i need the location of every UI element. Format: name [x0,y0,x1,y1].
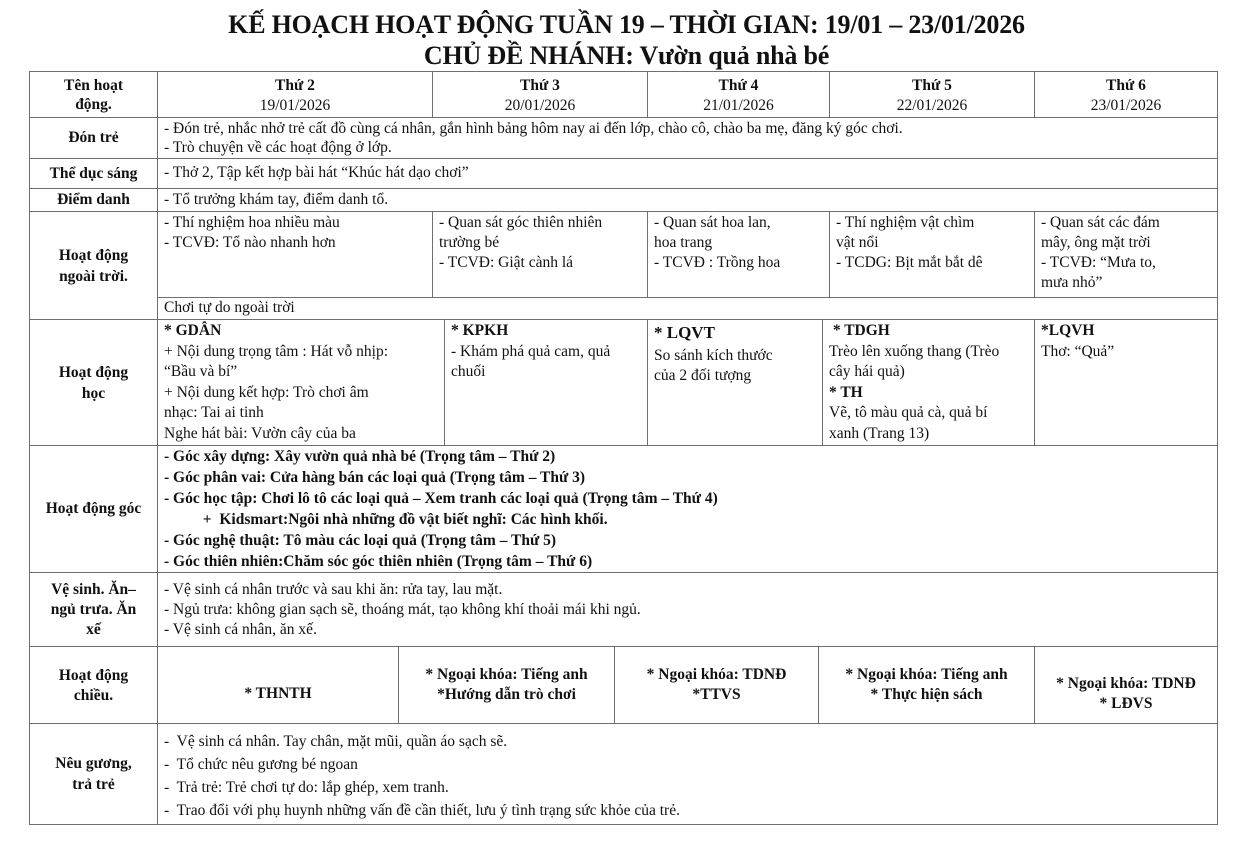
row-label-the-duc-sang: Thể dục sáng [29,158,158,189]
day-name: Thứ 5 [912,77,952,94]
plan-title: KẾ HOẠCH HOẠT ĐỘNG TUẦN 19 – THỜI GIAN: 19/01 – 23/01/2026 [228,10,1025,39]
header-day-wed [647,71,830,118]
content-line: - TCVĐ: Giật cành lá [439,254,574,271]
content-line: trường bé [439,234,500,251]
content-line: Thơ: “Quả” [1041,342,1115,360]
header-day-tue [432,71,648,118]
header-label-line: động. [75,95,112,113]
chieu-thu [818,646,1035,724]
content-line: + Nội dung kết hợp: Trò chơi âm [164,383,369,401]
content-line: - Khám phá quả cam, quả [451,342,611,360]
ngoai-troi-wed [647,211,830,298]
hoc-wed [647,319,823,446]
content-line: * Ngoại khóa: Tiếng anh [425,666,588,683]
plan-subtitle: CHỦ ĐỀ NHÁNH: Vườn quả nhà bé [423,41,830,70]
content-line: - Góc xây dựng: Xây vườn quả nhà bé (Trọng tâm – Thứ 2) [164,448,556,465]
content-line: hoa trang [654,234,713,251]
content-line: - Đón trẻ, nhắc nhở trẻ cất đồ cùng cá nhân, gắn hình bảng hôm nay ai đến lớp, chào cô, chào ba mẹ, đăng ký góc chơi. [164,120,903,137]
label-line: xế [86,620,101,638]
content-line: Trèo lên xuống thang (Trèo [829,342,1000,360]
content-line: * Ngoại khóa: Tiếng anh [845,666,1008,683]
content-line: - Góc thiên nhiên:Chăm sóc góc thiên nhiên (Trọng tâm – Thứ 6) [164,553,593,570]
label-line: trả trẻ [72,776,115,793]
header-day-fri [1034,71,1218,118]
content-line: * Thực hiện sách [870,686,983,703]
ngoai-troi-tue [432,211,648,298]
ngoai-troi-thu [829,211,1035,298]
content-line: - Trao đổi với phụ huynh những vấn đề cần thiết, lưu ý tình trạng sức khỏe của trẻ. [164,802,680,819]
content-line: * Ngoại khóa: TDNĐ [1056,675,1196,692]
day-name: Thứ 2 [275,77,315,94]
content-line: So sánh kích thước [654,346,773,364]
content-line: - Trò chuyện về các hoạt động ở lớp. [164,139,392,156]
content-line: - TCVĐ : Trồng hoa [654,254,781,271]
content-line: * Ngoại khóa: TDNĐ [646,666,787,683]
content-line: của 2 đối tượng [654,367,752,385]
chieu-mon [157,646,399,724]
header-label-line: Tên hoạt [64,76,123,94]
content-line: + Nội dung trọng tâm : Hát vỗ nhịp: [164,342,389,360]
label-line: Hoạt động [58,667,129,684]
content-line: “Bầu và bí” [164,363,238,381]
day-date: 19/01/2026 [259,97,331,114]
label-line: ngoài trời. [59,267,128,285]
content-line: - Góc học tập: Chơi lô tô các loại quả – Xem tranh các loại quả (Trọng tâm – Thứ 4) [164,490,718,507]
content-line: - TCVĐ: Tổ nào nhanh hơn [164,234,336,251]
content-line: cây hái quả) [829,363,905,381]
ve-sinh-content [157,572,1218,647]
chieu-wed [614,646,819,724]
row-label-goc: Hoạt động góc [29,445,158,573]
day-date: 21/01/2026 [703,97,774,114]
subject-title: * TH [829,383,863,401]
row-label-diem-danh: Điểm danh [29,188,158,212]
header-day-thu [829,71,1035,118]
day-name: Thứ 3 [520,77,560,94]
content-line: - Vệ sinh cá nhân trước và sau khi ăn: rửa tay, lau mặt. [164,581,503,598]
chieu-fri [1034,646,1218,724]
content-line: - Thí nghiệm hoa nhiều màu [164,214,340,231]
row-label-ve-sinh [29,572,158,647]
content-line: *Hướng dẫn trò chơi [437,686,576,703]
content-line: vật nổi [836,234,879,251]
subject-title: * GDÂN [164,322,222,339]
day-date: 23/01/2026 [1090,97,1162,114]
subject-title: * TDGH [829,322,890,339]
label-line: chiều. [73,687,114,704]
content-line: * LĐVS [1099,695,1153,712]
content-line: - TCDG: Bịt mắt bắt dê [836,254,983,271]
ngoai-troi-fri [1034,211,1218,298]
row-label-don-tre: Đón trẻ [29,117,158,159]
the-duc-sang-content: - Thở 2, Tập kết hợp bài hát “Khúc hát dạo chơi” [157,158,1218,189]
hoc-mon [157,319,445,446]
content-line: - Góc nghệ thuật: Tô màu các loại quả (Trọng tâm – Thứ 5) [164,532,557,549]
content-line: - Quan sát các đám [1041,214,1160,231]
content-line: mưa nhỏ” [1041,274,1103,291]
chieu-tue [398,646,615,724]
content-line: nhạc: Tai ai tinh [164,404,264,422]
content-line: - Vệ sinh cá nhân. Tay chân, mặt mũi, quần áo sạch sẽ. [164,733,508,750]
content-line: - Tổ chức nêu gương bé ngoan [164,756,358,773]
row-label-chieu [29,646,158,724]
label-line: Vệ sinh. Ăn– [51,580,136,598]
content-line: + Kidsmart:Ngôi nhà những đồ vật biết nghĩ: Các hình khối. [164,511,608,528]
hoc-thu [822,319,1035,446]
row-label-hoc [29,319,158,446]
ngoai-troi-mon [157,211,433,298]
content-line: - Trả trẻ: Trẻ chơi tự do: lắp ghép, xem tranh. [164,779,449,796]
content-line: xanh (Trang 13) [829,424,930,442]
header-activity-label [29,71,158,118]
subject-title: *LQVH [1041,322,1095,339]
content-line: - Quan sát góc thiên nhiên [439,214,603,231]
subject-title: * LQVT [654,323,715,342]
neu-guong-content [157,723,1218,825]
content-line: mây, ông mặt trời [1041,234,1151,251]
content-line: - TCVĐ: “Mưa to, [1041,254,1156,271]
label-line: Nêu gương, [55,755,132,772]
goc-content [157,445,1218,573]
day-date: 20/01/2026 [504,97,576,114]
content-line: - Thí nghiệm vật chìm [836,214,975,231]
content-line: - Ngủ trưa: không gian sạch sẽ, thoáng mát, tạo không khí thoải mái khi ngủ. [164,601,641,618]
content-line: Vẽ, tô màu quả cà, quả bí [829,404,988,422]
day-name: Thứ 6 [1106,77,1146,94]
row-label-ngoai-troi [29,211,158,320]
row-label-neu-guong [29,723,158,825]
subject-title: * KPKH [451,322,509,339]
day-name: Thứ 4 [718,77,759,94]
label-line: ngủ trưa. Ăn [50,600,137,618]
hoc-fri [1034,319,1218,446]
header-day-mon [157,71,433,118]
content-line: - Quan sát hoa lan, [654,214,771,231]
label-line: học [81,384,106,402]
day-date: 22/01/2026 [896,97,968,114]
hoc-tue [444,319,648,446]
label-line: Hoạt động [58,363,129,381]
content-line: * THNTH [244,685,312,702]
diem-danh-content: - Tổ trưởng khám tay, điểm danh tổ. [157,188,1218,212]
content-line: chuối [451,363,486,381]
content-line: - Vệ sinh cá nhân, ăn xế. [164,621,317,638]
content-line: Nghe hát bài: Vườn cây của ba [164,424,356,442]
content-line: - Góc phân vai: Cửa hàng bán các loại quả (Trọng tâm – Thứ 3) [164,469,586,486]
don-tre-content [157,117,1218,159]
content-line: *TTVS [692,686,741,703]
ngoai-troi-free-play: Chơi tự do ngoài trời [157,297,1218,320]
label-line: Hoạt động [58,246,129,264]
